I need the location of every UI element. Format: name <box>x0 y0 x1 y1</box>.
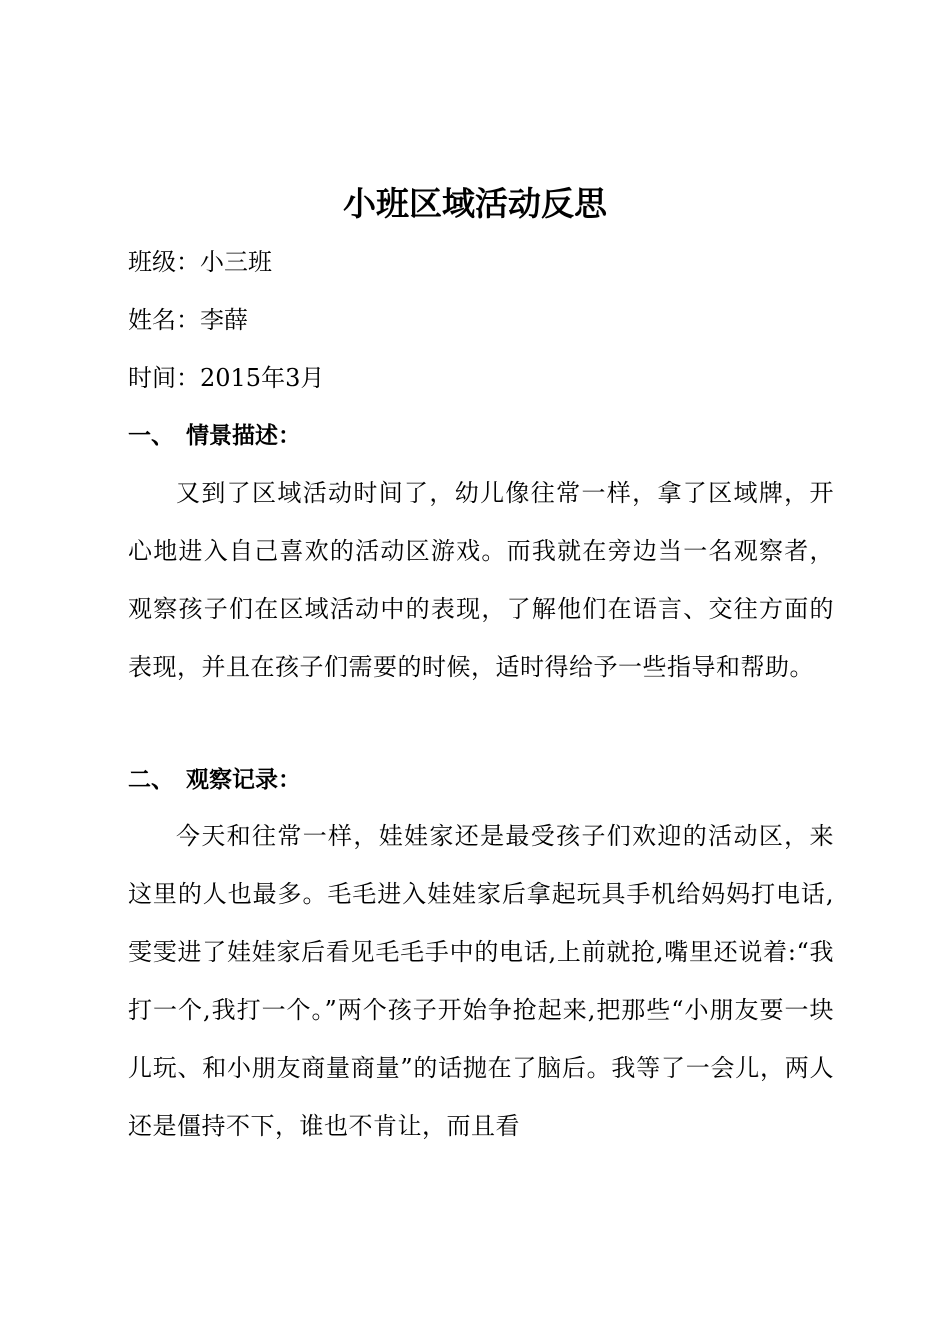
section-number-1: 一、 <box>128 423 174 449</box>
section-heading-2 <box>128 764 301 796</box>
time-line: 时间：2015年3月 <box>128 364 325 392</box>
document-title: 小班区域活动反思 <box>343 184 607 223</box>
class-line: 班级：小三班 <box>128 248 272 276</box>
section-paragraph-1: 又到了区域活动时间了，幼儿像往常一样，拿了区域牌，开心地进入自己喜欢的活动区游戏。而我就在旁边当一名观察者，观察孩子们在区域活动中的表现，了解他们在语言、交往方面的表现，并且在孩子们需要的时候，适时得给予一些指导和帮助。 <box>128 479 834 681</box>
section-heading-1 <box>128 420 301 452</box>
section-number-2: 二、 <box>128 767 174 793</box>
section-title-1: 情景描述： <box>186 423 301 449</box>
section-title-2: 观察记录： <box>186 767 301 793</box>
name-line: 姓名：李薛 <box>128 306 248 334</box>
section-paragraph-2: 今天和往常一样，娃娃家还是最受孩子们欢迎的活动区，来这里的人也最多。毛毛进入娃娃家后拿起玩具手机给妈妈打电话,雯雯进了娃娃家后看见毛毛手中的电话,上前就抢,嘴里还说着:“我打一个,我打一个。”两个孩子开始争抢起来,把那些“小朋友要一块儿玩、和小朋友商量商量”的话抛在了脑后。我等了一会儿，两人还是僵持不下，谁也不肯让，而且看 <box>128 822 834 1140</box>
